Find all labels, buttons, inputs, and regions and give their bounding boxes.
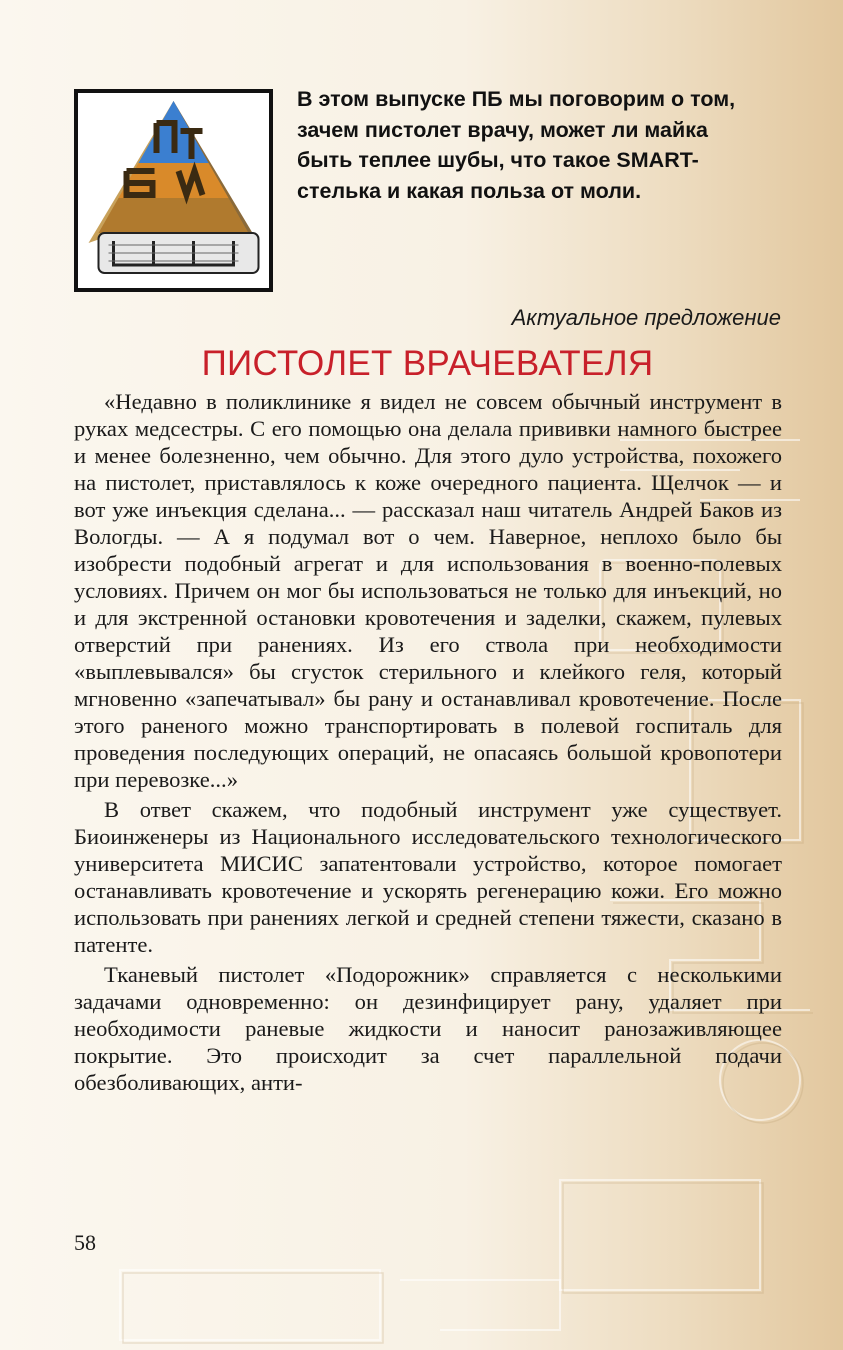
article-body <box>74 388 782 1099</box>
page-number: 58 <box>74 1230 96 1255</box>
pyramid-letters-icon <box>78 93 269 288</box>
article-rubric: Актуальное предложение <box>511 305 781 330</box>
pyramid-letters-logo <box>74 89 273 292</box>
article-paragraph: «Недавно в поликлинике я видел не совсем обычный инструмент в руках медсестры. С его помощью она делала прививки намного быстрее и менее болезненно, чем обычно. Для этого дуло устройства, похожего на пистолет, приставлялось к коже очередного пациента. Щелчок — и вот уже инъекция сделана... — рассказал наш читатель Андрей Баков из Вологды. — А я подумал вот о чем. Наверное, неплохо было бы изобрести подобный агрегат и для использования в военно-полевых условиях. Причем он мог бы использоваться не только для инъекций, но и для экстренной остановки кровотечения и заделки, скажем, пулевых отверстий при ранениях. Из его ствола при необходимости «выплевывался» бы сгусток стерильного и клейкого геля, который мгновенно «запечатывал» бы рану и останавливал кровотечение. После этого раненого можно транспортировать в полевой госпиталь для проведения последующих операций, не опасаясь большой кровопотери при перевозке...» <box>74 389 782 792</box>
issue-intro: В этом выпуске ПБ мы поговорим о том, зачем пистолет врачу, может ли майка быть теплее шубы, что такое SMART-стелька и какая польза от моли. <box>297 87 736 203</box>
article-paragraph: Тканевый пистолет «Подорожник» справляется с несколькими задачами одновременно: он дезинфицирует рану, удаляет при необходимости раневые жидкости и наносит ранозаживляющее покрытие. Это происходит за счет параллельной подачи обезболивающих, анти- <box>74 962 782 1095</box>
article-title: ПИСТОЛЕТ ВРАЧЕВАТЕЛЯ <box>201 344 654 383</box>
article-paragraph: В ответ скажем, что подобный инструмент уже существует. Биоинженеры из Национального исследовательского технологического университета МИСИС запатентовали устройство, которое помогает останавливать кровотечение и ускорять регенерацию кожи. Его можно использовать при ранениях легкой и средней степени тяжести, сказано в патенте. <box>74 797 782 957</box>
